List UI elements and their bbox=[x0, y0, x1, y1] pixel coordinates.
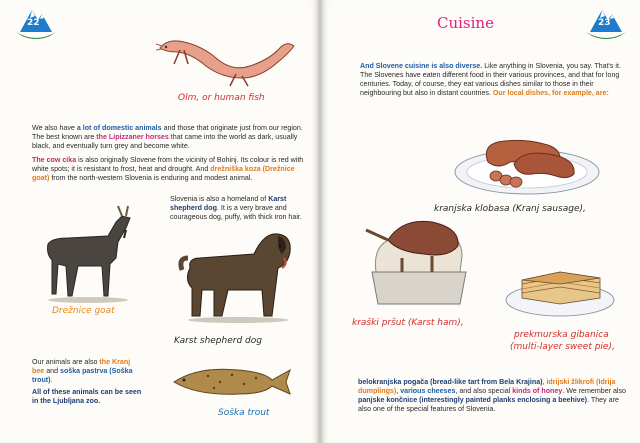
left-page bbox=[0, 0, 318, 443]
ham-caption: kraški pršut (Karst ham), bbox=[352, 318, 464, 328]
sausage-plate-illustration bbox=[452, 132, 602, 196]
page-number: 22 bbox=[27, 18, 40, 28]
page-number: 23 bbox=[598, 18, 611, 28]
olm-illustration bbox=[150, 20, 300, 90]
olm-caption: Olm, or human fish bbox=[178, 93, 265, 103]
dog-caption: Karst shepherd dog bbox=[174, 336, 262, 346]
paragraph-karst-dog: Slovenia is also a homeland of Karst shepherd dog. It is a very brave and courageous dog, puffy, with thick iron hair. bbox=[170, 195, 302, 221]
page-title: Cuisine bbox=[437, 14, 494, 32]
paragraph-cuisine-outro: belokranjska pogača (bread-like tart from Bela Krajina), idrijski žlikrofi (Idrija dumplings), various cheeses, and also special kinds of honey. We remember also panjske končnice (interestingly painted planks enclosing a beehive). They are also one of the special features of Slovenia. bbox=[358, 378, 626, 413]
trout-illustration bbox=[168, 362, 292, 402]
trout-caption: Soška trout bbox=[218, 408, 270, 418]
paragraph-cow-goat: The cow cika is also originally Slovene from the vicinity of Bohinj. Its colour is red with white spots; it is resistant to frost, heat and drought. And drežniška koza (Drežnice goat) from the north-western Slovenia is enduring and modest animal. bbox=[32, 156, 304, 182]
paragraph-cuisine-intro: And Slovene cuisine is also diverse. Like anything in Slovenia, you say. That's it. The Slovenes have eaten different food in their various provinces, and that for long centuries. Today, of course, they eat various dishes similar to those in their neighbouring but also in distant countries. Our local dishes, for example, are: bbox=[360, 62, 621, 97]
right-page bbox=[322, 0, 640, 443]
paragraph-domestic-animals: We also have a lot of domestic animals and those that originate just from our region. The best known are the Lipizzaner horses that came into the world as dark, usually black, and eventually turn grey and become white. bbox=[32, 124, 303, 150]
gibanica-caption-1: prekmurska gibanica bbox=[514, 330, 609, 340]
gibanica-illustration bbox=[504, 262, 616, 318]
paragraph-bee-trout: Our animals are also the Kranj bee and soška pastrva (Soška trout). bbox=[32, 358, 133, 384]
goat-caption: Drežnice goat bbox=[52, 306, 115, 316]
sausage-caption: kranjska klobasa (Kranj sausage), bbox=[434, 204, 586, 214]
paragraph-zoo: All of these animals can be seen in the Ljubljana zoo. bbox=[32, 388, 142, 405]
goat-illustration bbox=[38, 208, 138, 304]
dog-illustration bbox=[178, 228, 298, 328]
ham-illustration bbox=[362, 212, 472, 312]
gibanica-caption-2: (multi-layer sweet pie), bbox=[510, 342, 615, 352]
